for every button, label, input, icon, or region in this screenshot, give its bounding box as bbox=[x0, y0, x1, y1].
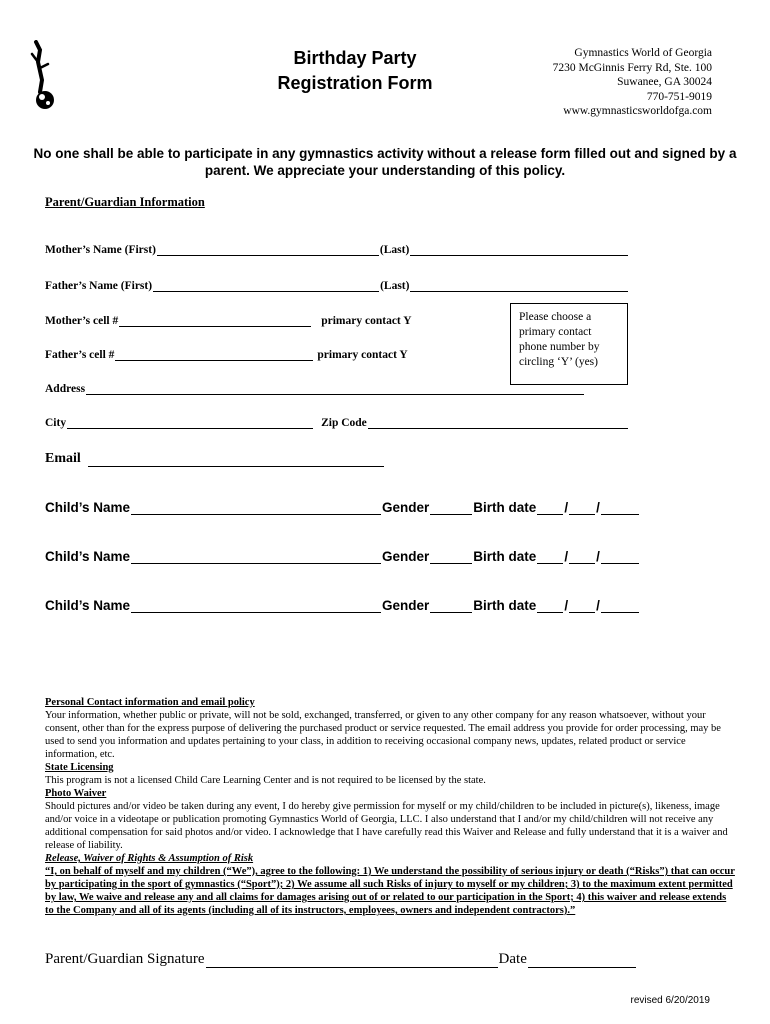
address-row bbox=[45, 382, 585, 395]
birth-year-field[interactable] bbox=[601, 600, 639, 613]
city-field[interactable] bbox=[67, 416, 313, 429]
company-street: 7230 McGinnis Ferry Rd, Ste. 100 bbox=[552, 61, 712, 74]
company-name: Gymnastics World of Georgia bbox=[574, 47, 712, 59]
date-separator: / bbox=[564, 500, 569, 515]
mother-first-field[interactable] bbox=[157, 243, 379, 256]
birth-day-field[interactable] bbox=[569, 600, 595, 613]
photo-waiver-heading: Photo Waiver bbox=[45, 788, 107, 799]
zip-label: Zip Code bbox=[321, 417, 367, 429]
fine-print bbox=[45, 696, 735, 917]
city-zip-row bbox=[45, 416, 629, 429]
father-cell-field[interactable] bbox=[115, 348, 313, 361]
mother-last-field[interactable] bbox=[410, 243, 628, 256]
photo-waiver-body: Should pictures and/or video be taken during any event, I do hereby give permission for myself or my child/children to be included in picture(s), likeness, image and/or voice in a videotape or publication promoting Gymnastics World of Georgia, LLC. I also understand that I and/or my child/children will not receive any additional compensation for said photos and/or video. I acknowledge that I have carefully read this Waiver and Release and fully understand that it is a waiver and release of liability. bbox=[45, 801, 728, 851]
child-row-3 bbox=[45, 598, 640, 613]
father-primary-contact[interactable]: primary contact Y bbox=[317, 349, 408, 361]
child-name-field[interactable] bbox=[131, 502, 381, 515]
company-phone: 770-751-9019 bbox=[646, 90, 712, 103]
signature-field[interactable] bbox=[206, 953, 498, 968]
child-gender-label: Gender bbox=[382, 598, 430, 613]
child-row-1 bbox=[45, 500, 640, 515]
signature-row bbox=[45, 951, 637, 968]
child-name-label: Child’s Name bbox=[45, 500, 131, 515]
birth-year-field[interactable] bbox=[601, 502, 639, 515]
child-name-label: Child’s Name bbox=[45, 598, 131, 613]
child-birth-label: Birth date bbox=[473, 549, 537, 564]
email-label: Email bbox=[45, 451, 81, 466]
mother-name-row bbox=[45, 243, 629, 256]
birth-month-field[interactable] bbox=[537, 502, 563, 515]
date-label: Date bbox=[498, 951, 527, 967]
state-licensing-heading: State Licensing bbox=[45, 762, 114, 773]
date-separator: / bbox=[596, 500, 600, 515]
company-address bbox=[480, 46, 712, 119]
zip-field[interactable] bbox=[368, 416, 628, 429]
policy-statement: No one shall be able to participate in any gymnastics activity without a release form filled out and signed by a parent. We appreciate your understanding of this policy. bbox=[33, 146, 737, 178]
title-line-2: Registration Form bbox=[277, 73, 433, 93]
father-last-label: (Last) bbox=[380, 280, 410, 292]
father-first-label: Father’s Name (First) bbox=[45, 280, 153, 292]
signature-date-field[interactable] bbox=[528, 953, 636, 968]
city-label: City bbox=[45, 417, 67, 429]
form-title bbox=[270, 46, 440, 96]
child-row-2 bbox=[45, 549, 640, 564]
primary-contact-note: Please choose a primary contact phone number by circling ‘Y’ (yes) bbox=[510, 303, 628, 385]
mother-cell-field[interactable] bbox=[119, 314, 311, 327]
child-name-field[interactable] bbox=[131, 551, 381, 564]
address-label: Address bbox=[45, 383, 86, 395]
father-last-field[interactable] bbox=[410, 279, 628, 292]
child-birth-label: Birth date bbox=[473, 500, 537, 515]
date-separator: / bbox=[564, 549, 569, 564]
child-gender-field[interactable] bbox=[430, 551, 472, 564]
gymnast-logo-icon bbox=[28, 40, 62, 110]
father-name-row bbox=[45, 279, 629, 292]
release-waiver-heading: Release, Waiver of Rights & Assumption of Risk bbox=[45, 853, 254, 864]
mother-cell-label: Mother’s cell # bbox=[45, 315, 119, 327]
birth-year-field[interactable] bbox=[601, 551, 639, 564]
mother-last-label: (Last) bbox=[379, 244, 410, 256]
child-name-field[interactable] bbox=[131, 600, 381, 613]
date-separator: / bbox=[596, 598, 600, 613]
father-cell-label: Father’s cell # bbox=[45, 349, 115, 361]
contact-policy-heading: Personal Contact information and email policy bbox=[45, 697, 255, 708]
signature-label: Parent/Guardian Signature bbox=[45, 951, 205, 967]
email-row bbox=[45, 451, 385, 467]
birth-day-field[interactable] bbox=[569, 551, 595, 564]
mother-cell-row bbox=[45, 314, 412, 327]
child-name-label: Child’s Name bbox=[45, 549, 131, 564]
release-waiver-body: “I, on behalf of myself and my children (“We”), agree to the following: 1) We understand the possibility of serious injury or death (“Risks”) that can occur by participating in the sport of gymnastics (“Sport”); 2) We assume all such Risks of injury to myself or my children; 3) to the maximum extent permitted by law, We waive and release any and all claims for damages arising out of or related to our participation in the Sport; 4) this waiver and release extends to the Company and all of its agents (including all of its instructors, employees, owners and independent contractors).” bbox=[45, 866, 735, 916]
company-website[interactable]: www.gymnasticsworldofga.com bbox=[563, 105, 712, 117]
child-gender-label: Gender bbox=[382, 500, 430, 515]
father-first-field[interactable] bbox=[153, 279, 379, 292]
company-city-state: Suwanee, GA 30024 bbox=[617, 76, 712, 88]
child-gender-label: Gender bbox=[382, 549, 430, 564]
birth-day-field[interactable] bbox=[569, 502, 595, 515]
state-licensing-body: This program is not a licensed Child Care Learning Center and is not required to be licensed by the state. bbox=[45, 775, 486, 786]
birth-month-field[interactable] bbox=[537, 551, 563, 564]
parent-guardian-heading: Parent/Guardian Information bbox=[45, 195, 205, 209]
mother-primary-contact[interactable]: primary contact Y bbox=[321, 315, 412, 327]
birth-month-field[interactable] bbox=[537, 600, 563, 613]
address-field[interactable] bbox=[86, 382, 584, 395]
child-gender-field[interactable] bbox=[430, 600, 472, 613]
mother-first-label: Mother’s Name (First) bbox=[45, 244, 156, 256]
date-separator: / bbox=[564, 598, 569, 613]
contact-policy-body: Your information, whether public or private, will not be sold, exchanged, transferred, or given to any other company for any reason whatsoever, without your consent, other than for the express purpose of delivering the purchased product or service requested. The email address you provide for order processing, may be used to send you information and updates pertaining to your class, in addition to receiving occasional company news, updates, related product or service information, etc. bbox=[45, 710, 721, 760]
title-line-1: Birthday Party bbox=[293, 48, 417, 68]
email-field[interactable] bbox=[88, 454, 384, 467]
date-separator: / bbox=[596, 549, 600, 564]
child-birth-label: Birth date bbox=[473, 598, 537, 613]
revision-date: revised 6/20/2019 bbox=[630, 995, 710, 1006]
child-gender-field[interactable] bbox=[430, 502, 472, 515]
father-cell-row bbox=[45, 348, 408, 361]
